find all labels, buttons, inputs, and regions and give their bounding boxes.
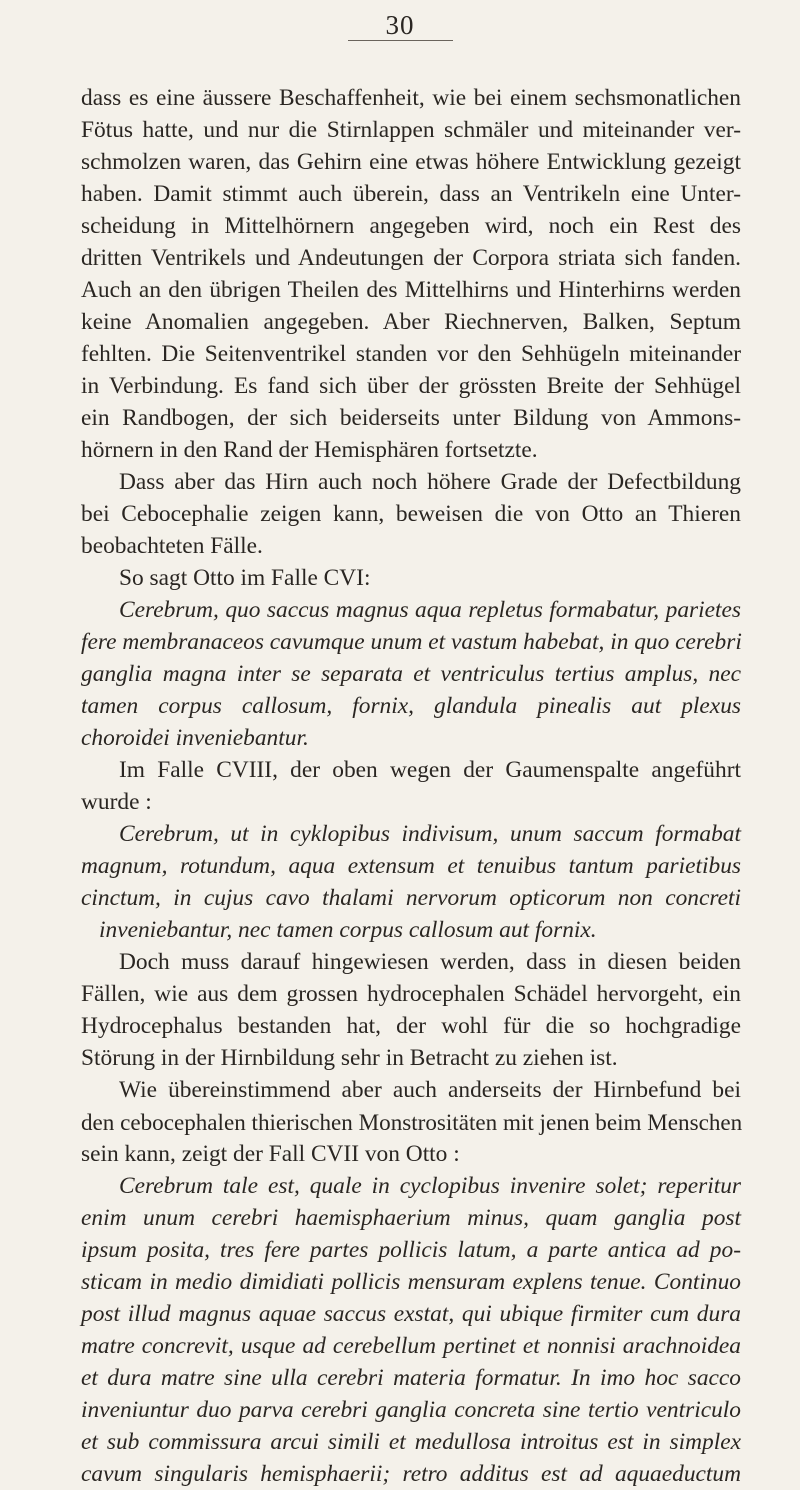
text-line: in Verbindung. Es fand sich über der grössten Breite der Sehhügel [81, 373, 741, 399]
text-line: Dass aber das Hirn auch noch höhere Grade der Defectbildung [119, 469, 741, 495]
text-line: cavum singularis hemisphaerii; retro additus est ad aquaeductum [81, 1461, 741, 1487]
text-line: beobachteten Fälle. [81, 533, 263, 559]
text-line: Cerebrum tale est, quale in cyclopibus invenire solet; reperitur [119, 1173, 741, 1199]
page-number-text: 30 [348, 10, 453, 41]
text-line: ipsum posita, tres fere partes pollicis latum, a parte antica ad po- [81, 1237, 741, 1263]
text-line: So sagt Otto im Falle CVI: [119, 565, 371, 591]
body-text [81, 82, 741, 1490]
text-line: keine Anomalien angegeben. Aber Riechnerven, Balken, Septum [81, 309, 741, 335]
page-number [0, 10, 800, 41]
text-line: Hydrocephalus bestanden hat, der wohl für die so hochgradige [81, 1013, 741, 1039]
text-line: cinctum, in cujus cavo thalami nervorum opticorum non concreti [81, 885, 741, 911]
text-line: fehlten. Die Seitenventrikel standen vor den Sehhügeln miteinander [81, 341, 741, 367]
text-line: inveniuntur duo parva cerebri ganglia concreta sine tertio ventriculo [81, 1397, 741, 1423]
text-line: dass es eine äussere Beschaffenheit, wie bei einem sechsmonatlichen [81, 85, 741, 111]
text-line: et sub commissura arcui simili et medullosa introitus est in simplex [81, 1429, 741, 1455]
text-line: ganglia magna inter se separata et ventriculus tertius amplus, nec [81, 661, 741, 687]
text-line: tamen corpus callosum, fornix, glandula pinealis aut plexus [81, 693, 741, 719]
text-line: inveniebantur, nec tamen corpus callosum aut fornix. [99, 917, 597, 943]
text-line: dritten Ventrikels und Andeutungen der Corpora striata sich fanden. [81, 245, 741, 271]
text-line: et dura matre sine ulla cerebri materia formatur. In imo hoc sacco [81, 1365, 741, 1391]
text-line: post illud magnus aquae saccus exstat, qui ubique firmiter cum dura [81, 1301, 741, 1327]
text-line: magnum, rotundum, aqua extensum et tenuibus tantum parietibus [81, 853, 741, 879]
text-line: Cerebrum, quo saccus magnus aqua repletus formabatur, parietes [119, 597, 741, 623]
text-line: fere membranaceos cavumque unum et vastum habebat, in quo cerebri [81, 629, 742, 655]
text-line: sein kann, zeigt der Fall CVII von Otto : [81, 1141, 460, 1167]
text-line: Fällen, wie aus dem grossen hydrocephalen Schädel hervorgeht, ein [81, 981, 741, 1007]
text-line: Auch an den übrigen Theilen des Mittelhirns und Hinterhirns werden [81, 277, 741, 303]
text-line: choroidei inveniebantur. [81, 725, 309, 751]
text-line: haben. Damit stimmt auch überein, dass an Ventrikeln eine Unter- [81, 181, 741, 207]
text-line: wurde : [81, 789, 152, 815]
text-line: sticam in medio dimidiati pollicis mensuram explens tenue. Continuo [81, 1269, 741, 1295]
text-line: scheidung in Mittelhörnern angegeben wird, noch ein Rest des [81, 213, 741, 239]
text-line: Im Falle CVIII, der oben wegen der Gaumenspalte angeführt [119, 757, 741, 783]
text-line: bei Cebocephalie zeigen kann, beweisen die von Otto an Thieren [81, 501, 741, 527]
text-line: Fötus hatte, und nur die Stirnlappen schmäler und miteinander ver- [81, 117, 741, 143]
text-line: Doch muss darauf hingewiesen werden, dass in diesen beiden [119, 949, 741, 975]
text-line: hörnern in den Rand der Hemisphären fortsetzte. [81, 437, 538, 463]
text-line: Cerebrum, ut in cyklopibus indivisum, unum saccum formabat [119, 821, 741, 847]
text-line: Störung in der Hirnbildung sehr in Betracht zu ziehen ist. [81, 1045, 618, 1071]
text-line: matre concrevit, usque ad cerebellum pertinet et nonnisi arachnoidea [81, 1333, 741, 1359]
text-line: Wie übereinstimmend aber auch anderseits der Hirnbefund bei [119, 1077, 741, 1103]
text-line: schmolzen waren, das Gehirn eine etwas höhere Entwicklung gezeigt [81, 149, 741, 175]
text-line: ein Randbogen, der sich beiderseits unter Bildung von Ammons- [81, 405, 741, 431]
text-line: den cebocephalen thierischen Monstrositäten mit jenen beim Menschen [81, 1109, 743, 1135]
text-line: enim unum cerebri haemisphaerium minus, quam ganglia post [81, 1205, 741, 1231]
